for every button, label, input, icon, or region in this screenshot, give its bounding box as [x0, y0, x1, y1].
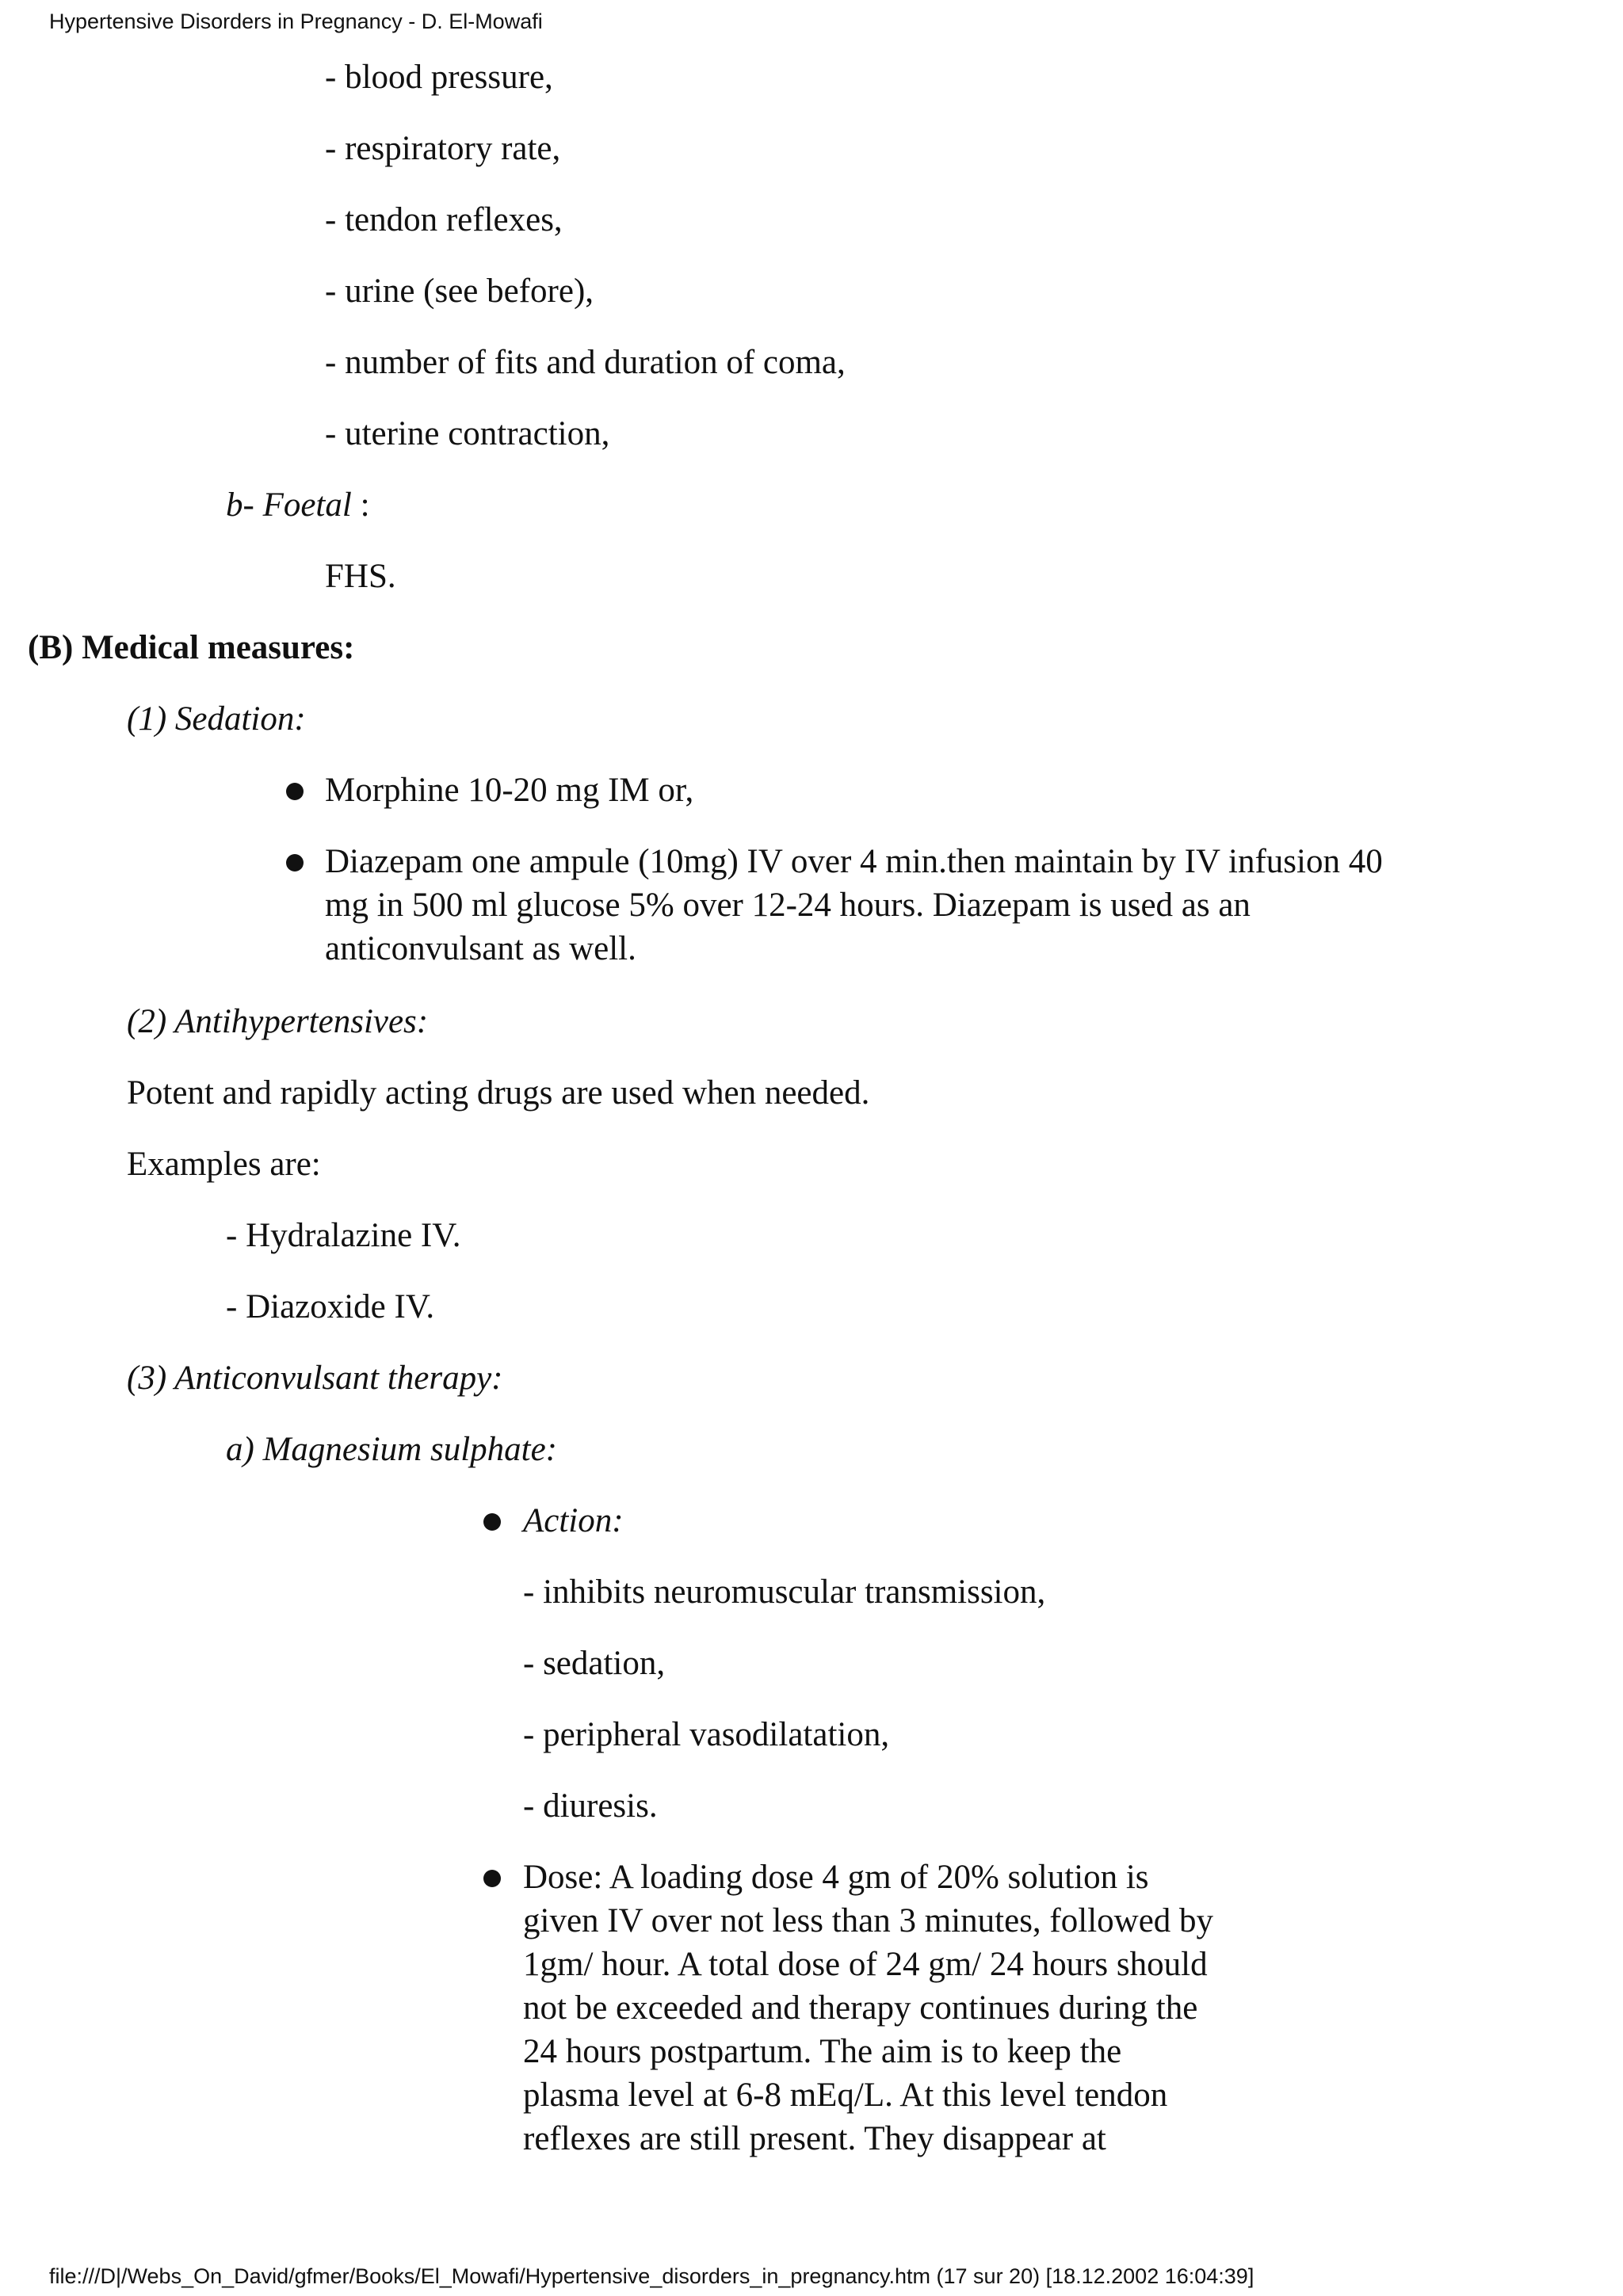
sedation-item: Morphine 10-20 mg IM or,: [325, 772, 694, 809]
observation-item: - number of fits and duration of coma,: [325, 344, 846, 381]
bullet-icon: [286, 783, 304, 800]
action-item: - diuresis.: [523, 1787, 658, 1825]
page-header-title: Hypertensive Disorders in Pregnancy - D. El-Mowafi: [49, 10, 543, 33]
antihypertensives-text: Potent and rapidly acting drugs are used when needed.: [127, 1074, 870, 1112]
bullet-icon: [286, 854, 304, 871]
dose-text: Dose: A loading dose 4 gm of 20% solution is given IV over not less than 3 minutes, followed by 1gm/ hour. A total dose of 24 gm/ 24 hours should not be exceeded and therapy continues during the 24 hours postpartum. The aim is to keep the plasma level at 6-8 mEq/L. At this level tendon reflexes are still present. They disappear at: [523, 1859, 1214, 2157]
foetal-heading: [226, 483, 370, 527]
subsection-heading-sedation: (1) Sedation:: [127, 700, 306, 738]
magnesium-heading: a) Magnesium sulphate:: [226, 1431, 557, 1468]
action-item: - peripheral vasodilatation,: [523, 1716, 890, 1753]
action-item: - inhibits neuromuscular transmission,: [523, 1573, 1046, 1611]
observation-item: - uterine contraction,: [325, 415, 610, 452]
foetal-colon: :: [351, 486, 370, 524]
subsection-heading-anticonvulsant: (3) Anticonvulsant therapy:: [127, 1360, 503, 1397]
subsection-heading-antihypertensives: (2) Antihypertensives:: [127, 1003, 429, 1040]
observation-item: - blood pressure,: [325, 59, 553, 96]
sedation-item: Diazepam one ampule (10mg) IV over 4 min.then maintain by IV infusion 40 mg in 500 ml glucose 5% over 12-24 hours. Diazepam is used as an anticonvulsant as well.: [325, 843, 1383, 967]
page-footer-path: file:///D|/Webs_On_David/gfmer/Books/El_Mowafi/Hypertensive_disorders_in_pregnancy.htm (17 sur 20) [18.12.2002 16:04:39]: [49, 2264, 1254, 2288]
observation-item: - respiratory rate,: [325, 130, 561, 167]
observation-item: - urine (see before),: [325, 273, 594, 310]
bullet-icon: [483, 1513, 501, 1531]
foetal-label: b- Foetal: [226, 486, 352, 524]
example-item: - Diazoxide IV.: [226, 1288, 435, 1325]
example-item: - Hydralazine IV.: [226, 1217, 461, 1254]
observation-item: - tendon reflexes,: [325, 201, 563, 238]
foetal-item: FHS.: [325, 558, 396, 595]
action-label: Action:: [523, 1502, 624, 1539]
bullet-icon: [483, 1870, 501, 1887]
examples-label: Examples are:: [127, 1146, 321, 1183]
section-heading-medical-measures: (B) Medical measures:: [28, 629, 355, 666]
action-item: - sedation,: [523, 1645, 666, 1682]
